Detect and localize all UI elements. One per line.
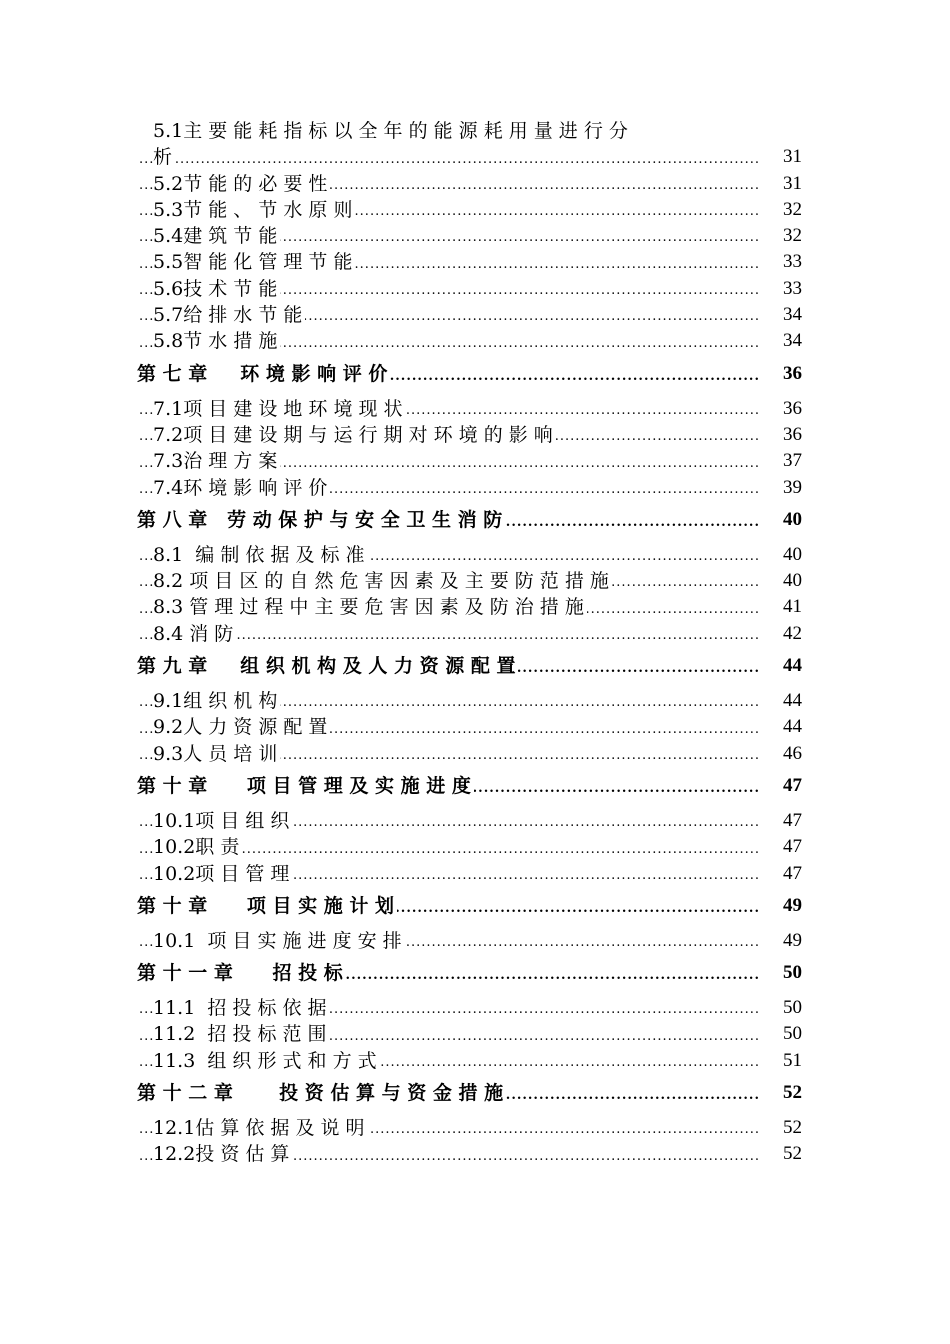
toc-page-number: 40 (783, 543, 802, 565)
toc-entry[interactable] (137, 448, 802, 474)
toc-chapter-title: 第 十 二 章 投 资 估 算 与 资 金 措 施 (137, 1079, 506, 1107)
toc-entry-title: 5.3节 能 、 节 水 原 则 (153, 197, 355, 223)
toc-entry[interactable] (137, 1021, 802, 1047)
toc-page-number: 42 (783, 622, 802, 644)
toc-entry[interactable] (137, 1115, 802, 1141)
toc-page-number: 49 (783, 929, 802, 951)
leader-dots (137, 144, 760, 170)
toc-entry-title: 5.4建 筑 节 能 (153, 223, 280, 249)
toc-entry-title: 11.2 招 投 标 范 围 (153, 1021, 330, 1047)
table-of-contents (137, 118, 802, 1168)
toc-page-number: 50 (783, 997, 802, 1019)
toc-entry-title: 8.2 项 目 区 的 自 然 危 害 因 素 及 主 要 防 范 措 施 (153, 568, 612, 594)
toc-entry-title: 11.3 组 织 形 式 和 方 式 (153, 1048, 380, 1074)
toc-entry[interactable] (137, 594, 802, 620)
toc-entry-title: 10.2项 目 管 理 (153, 861, 292, 887)
toc-entry[interactable] (137, 995, 802, 1021)
toc-page-number: 44 (783, 655, 802, 677)
toc-entry-title: 8.4 消 防 (153, 621, 236, 647)
toc-chapter-entry[interactable] (137, 506, 802, 534)
toc-page-number: 36 (783, 397, 802, 419)
toc-page-number: 40 (783, 570, 802, 592)
toc-chapter-title: 第 十 章 项 目 管 理 及 实 施 进 度 (137, 772, 474, 800)
toc-page-number: 36 (783, 362, 802, 384)
toc-page-number: 41 (783, 596, 802, 618)
toc-chapter-entry[interactable] (137, 772, 802, 800)
toc-entry[interactable] (137, 1141, 802, 1167)
toc-page-number: 33 (783, 251, 802, 273)
toc-entry-title: 5.5智 能 化 管 理 节 能 (153, 249, 355, 275)
toc-entry-title: 5.7给 排 水 节 能 (153, 302, 305, 328)
toc-page-number: 47 (783, 774, 802, 796)
toc-entry-title: 5.2节 能 的 必 要 性 (153, 171, 330, 197)
toc-entry-title: 9.3人 员 培 训 (153, 741, 280, 767)
toc-entry-title: 10.2职 责 (153, 834, 242, 860)
toc-entry[interactable] (137, 568, 802, 594)
toc-chapter-entry[interactable] (137, 360, 802, 388)
toc-page-number: 32 (783, 198, 802, 220)
toc-page-number: 47 (783, 809, 802, 831)
toc-entry[interactable] (137, 808, 802, 834)
toc-chapter-entry[interactable] (137, 652, 802, 680)
toc-chapter-title: 第 八 章 劳 动 保 护 与 安 全 卫 生 消 防 (137, 506, 505, 534)
toc-entry[interactable] (137, 144, 802, 170)
toc-entry-title: 5.6技 术 节 能 (153, 276, 280, 302)
toc-chapter-entry[interactable] (137, 892, 802, 920)
toc-page-number: 31 (783, 172, 802, 194)
toc-page-number: 52 (783, 1117, 802, 1139)
toc-entry[interactable] (137, 834, 802, 860)
toc-entry-line[interactable] (137, 118, 802, 144)
toc-page-number: 46 (783, 742, 802, 764)
toc-entry-title-continued: 析 (153, 144, 175, 170)
toc-page-number: 44 (783, 716, 802, 738)
toc-page-number: 51 (783, 1049, 802, 1071)
toc-page-number: 52 (783, 1082, 802, 1104)
toc-page-number: 50 (783, 1023, 802, 1045)
toc-entry[interactable] (137, 542, 802, 568)
toc-page-number: 33 (783, 277, 802, 299)
toc-entry[interactable] (137, 475, 802, 501)
toc-entry[interactable] (137, 302, 802, 328)
toc-chapter-title: 第 九 章 组 织 机 构 及 人 力 资 源 配 置 (137, 652, 518, 680)
toc-entry[interactable] (137, 621, 802, 647)
toc-chapter-entry[interactable] (137, 1079, 802, 1107)
toc-entry-title: 11.1 招 投 标 依 据 (153, 995, 330, 1021)
toc-entry[interactable] (137, 861, 802, 887)
toc-entry-title: 8.3 管 理 过 程 中 主 要 危 害 因 素 及 防 治 措 施 (153, 594, 587, 620)
toc-page-number: 37 (783, 450, 802, 472)
toc-entry[interactable] (137, 249, 802, 275)
toc-entry-title: 9.2人 力 资 源 配 置 (153, 714, 330, 740)
toc-entry-title: 7.1项 目 建 设 地 环 境 现 状 (153, 396, 406, 422)
toc-entry[interactable] (137, 197, 802, 223)
toc-entry-title: 5.8节 水 措 施 (153, 328, 280, 354)
toc-entry-title: 7.4环 境 影 响 评 价 (153, 475, 330, 501)
toc-entry-title: 10.1项 目 组 织 (153, 808, 292, 834)
toc-entry[interactable] (137, 422, 802, 448)
toc-page-number: 34 (783, 330, 802, 352)
toc-entry[interactable] (137, 741, 802, 767)
toc-entry[interactable] (137, 276, 802, 302)
toc-entry[interactable] (137, 328, 802, 354)
toc-page-number: 31 (783, 146, 802, 168)
toc-page-number: 44 (783, 690, 802, 712)
toc-page-number: 47 (783, 836, 802, 858)
toc-entry-title: 10.1 项 目 实 施 进 度 安 排 (153, 928, 405, 954)
toc-entry-title: 9.1组 织 机 构 (153, 688, 280, 714)
toc-entry-title: 7.3治 理 方 案 (153, 448, 280, 474)
toc-chapter-title: 第 十 章 项 目 实 施 计 划 (137, 892, 397, 920)
toc-page-number: 47 (783, 862, 802, 884)
toc-chapter-title: 第 十 一 章 招 投 标 (137, 959, 346, 987)
toc-entry[interactable] (137, 714, 802, 740)
toc-page-number: 49 (783, 894, 802, 916)
toc-entry[interactable] (137, 688, 802, 714)
toc-entry[interactable] (137, 223, 802, 249)
toc-entry-title: 5.1主 要 能 耗 指 标 以 全 年 的 能 源 耗 用 量 进 行 分 (153, 120, 628, 142)
toc-page-number: 40 (783, 508, 802, 530)
toc-entry-title: 12.1估 算 依 据 及 说 明 (153, 1115, 368, 1141)
toc-page-number: 39 (783, 476, 802, 498)
toc-entry-title: 12.2投 资 估 算 (153, 1141, 292, 1167)
toc-page-number: 36 (783, 423, 802, 445)
toc-page-number: 50 (783, 962, 802, 984)
toc-chapter-entry[interactable] (137, 959, 802, 987)
toc-page-number: 34 (783, 304, 802, 326)
toc-entry-title: 7.2项 目 建 设 期 与 运 行 期 对 环 境 的 影 响 (153, 422, 556, 448)
toc-entry[interactable] (137, 396, 802, 422)
toc-page-number: 32 (783, 225, 802, 247)
toc-entry-title: 8.1 编 制 依 据 及 标 准 (153, 542, 368, 568)
toc-entry[interactable] (137, 1048, 802, 1074)
toc-page-number: 52 (783, 1143, 802, 1165)
toc-entry[interactable] (137, 928, 802, 954)
toc-chapter-title: 第 七 章 环 境 影 响 评 价 (137, 360, 390, 388)
toc-entry[interactable] (137, 171, 802, 197)
